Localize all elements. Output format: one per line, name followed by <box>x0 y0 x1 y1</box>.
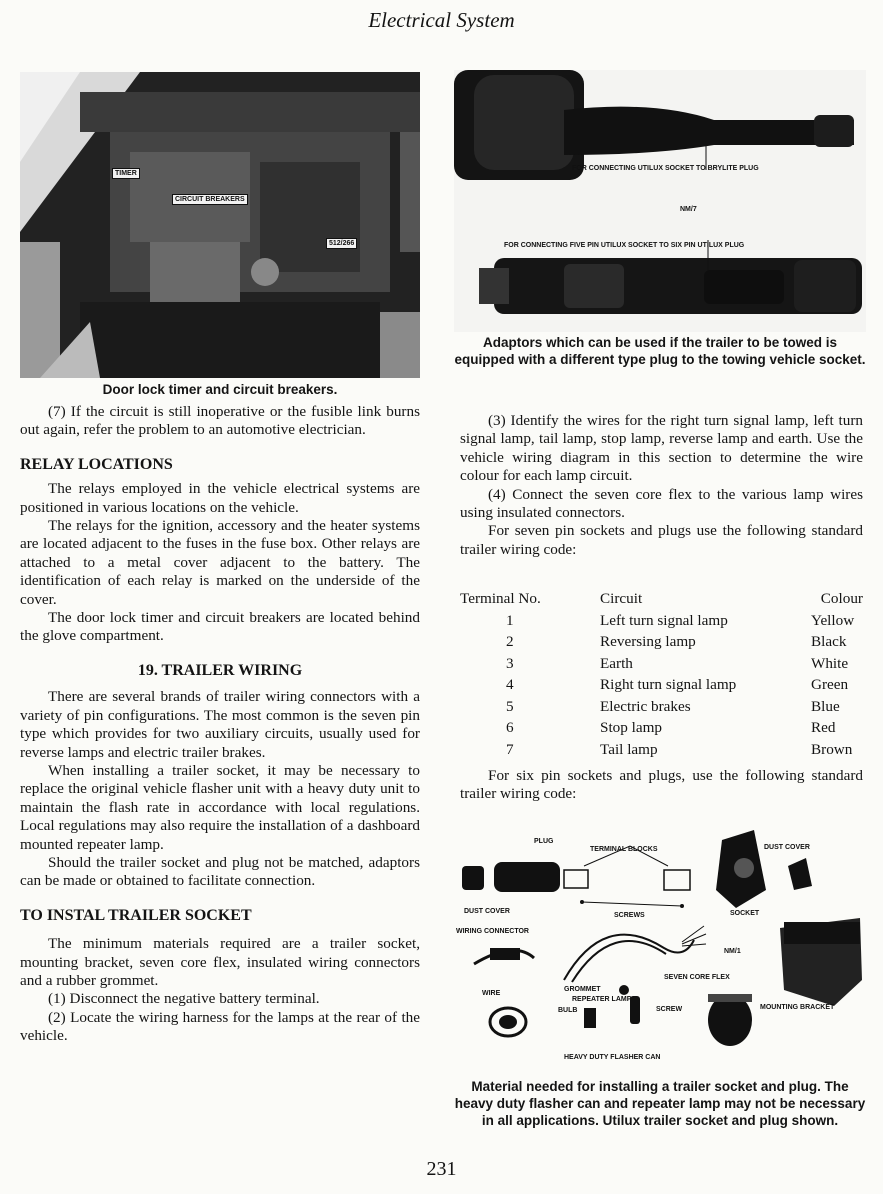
terminal-cell: 2 <box>506 633 514 650</box>
colour-cell: Brown <box>811 740 853 758</box>
wire-label: WIRE <box>482 990 501 997</box>
colour-cell: Black <box>811 633 847 650</box>
circuit-cell: Electric brakes <box>600 697 691 715</box>
socket-label: SOCKET <box>730 910 760 917</box>
grommet-label: GROMMET <box>564 986 601 993</box>
parts-caption: Material needed for installing a trailer socket and plug. The heavy duty flasher can and repeater lamp may not be necessary in all applications. Utilux trailer socket and plug shown. <box>454 1079 866 1128</box>
install-paragraph: The minimum materials required are a trailer socket, mounting bracket, seven core flex, insulated wiring connectors and a rubber grommet. <box>20 935 420 989</box>
six-pin-paragraph: For six pin sockets and plugs, use the following standard trailer wiring code: <box>460 767 863 803</box>
colour-cell: Blue <box>811 697 840 715</box>
dust-cover-top-label: DUST COVER <box>764 844 810 851</box>
adaptor-top-label: FOR CONNECTING UTILUX SOCKET TO BRYLITE PLUG <box>572 165 759 172</box>
photo1-ref-label: 512/266 <box>326 238 357 249</box>
relay-paragraph-2: The relays for the ignition, accessory and the heater systems are located adjacent to the fuses in the fuse box. Other relays are attached to a metal cover adjacent to the battery. The identification of each relay is marked on the underside of the cover. <box>20 517 420 608</box>
timer-label: TIMER <box>112 168 140 179</box>
circuit-breakers-label: CIRCUIT BREAKERS <box>172 194 248 205</box>
page-number: 231 <box>426 1158 457 1180</box>
page-header: Electrical System <box>368 8 515 32</box>
circuit-cell: Right turn signal lamp <box>600 676 737 693</box>
install-step2: (2) Locate the wiring harness for the lamps at the rear of the vehicle. <box>20 1008 420 1045</box>
terminal-cell: 4 <box>506 676 514 693</box>
terminal-blocks-label: TERMINAL BLOCKS <box>590 846 658 853</box>
dust-cover-left-label: DUST COVER <box>464 908 510 915</box>
relay-paragraph-1: The relays employed in the vehicle electrical systems are positioned in various locations on the vehicle. <box>20 480 420 516</box>
photo-door-lock-timer <box>20 72 420 378</box>
table-row <box>460 653 863 675</box>
step3-paragraph: (3) Identify the wires for the right turn signal lamp, left turn signal lamp, tail lamp, stop lamp, reverse lamp and earth. Use the vehicle wiring diagram in this section to determine the wire colour for each lamp circuit. <box>460 412 863 485</box>
terminal-cell: 5 <box>506 697 514 715</box>
parts-ref-label: NM/1 <box>724 948 741 955</box>
bulb-label: BULB <box>558 1007 578 1014</box>
wiring-connector-label: WIRING CONNECTOR <box>456 928 529 935</box>
wiring-code-table <box>460 588 863 760</box>
trailer-wiring-heading: 19. TRAILER WIRING <box>137 661 303 679</box>
plug-label: PLUG <box>534 838 554 845</box>
table-header-row <box>460 588 863 610</box>
terminal-cell: 1 <box>506 611 514 629</box>
dashboard-photo-illustration <box>20 72 420 378</box>
left-column <box>20 403 420 1046</box>
install-heading: TO INSTAL TRAILER SOCKET <box>20 906 252 924</box>
seven-core-flex-label: SEVEN CORE FLEX <box>664 974 730 981</box>
right-column <box>460 412 863 559</box>
adaptor-bottom-label: FOR CONNECTING FIVE PIN UTILUX SOCKET TO SIX PIN UTILUX PLUG <box>504 242 745 249</box>
screw-label: SCREW <box>656 1006 683 1013</box>
photo-adaptors <box>454 70 866 332</box>
circuit-cell: Reversing lamp <box>600 633 696 650</box>
trailer-paragraph-3: Should the trailer socket and plug not be matched, adaptors can be made or obtained to facilitate connection. <box>20 853 420 890</box>
flasher-can-label: HEAVY DUTY FLASHER CAN <box>564 1054 661 1061</box>
circuit-cell: Stop lamp <box>600 719 663 736</box>
relay-paragraph-3: The door lock timer and circuit breakers are located behind the glove compartment. <box>20 609 420 645</box>
table-header-terminal: Terminal No. <box>460 590 541 607</box>
paragraph-step7: (7) If the circuit is still inoperative or the fusible link burns out again, refer the problem to an automotive electrician. <box>20 403 420 439</box>
circuit-cell: Earth <box>600 654 633 672</box>
table-row <box>460 610 863 632</box>
table-header-circuit: Circuit <box>600 590 643 607</box>
table-row <box>460 696 863 718</box>
trailer-parts-drawing <box>454 830 866 1070</box>
colour-cell: White <box>811 654 849 672</box>
photo1-caption: Door lock timer and circuit breakers. <box>102 382 338 397</box>
colour-cell: Green <box>811 676 849 693</box>
table-row <box>460 739 863 761</box>
table-row <box>460 674 863 696</box>
terminal-cell: 7 <box>506 740 514 758</box>
table-row <box>460 717 863 739</box>
parts-illustration <box>454 830 866 1070</box>
install-step1: (1) Disconnect the negative battery terminal. <box>48 990 320 1008</box>
trailer-paragraph-2: When installing a trailer socket, it may be necessary to replace the original vehicle flasher unit with a heavy duty unit to maintain the flash rate in accordance with local regulations. Local regulations may also require the installation of a dashboard mounted repeater lamp. <box>20 761 420 853</box>
colour-cell: Red <box>811 719 836 736</box>
relay-locations-heading: RELAY LOCATIONS <box>20 455 173 473</box>
colour-cell: Yellow <box>811 611 855 629</box>
table-row <box>460 631 863 653</box>
terminal-cell: 3 <box>506 654 514 672</box>
adaptors-illustration <box>454 70 866 332</box>
step4-paragraph: (4) Connect the seven core flex to the various lamp wires using insulated connectors. <box>460 485 863 522</box>
adaptor-ref-label: NM/7 <box>680 206 697 213</box>
seven-pin-paragraph: For seven pin sockets and plugs use the following standard trailer wiring code: <box>460 522 863 558</box>
circuit-cell: Left turn signal lamp <box>600 611 728 629</box>
screws-label: SCREWS <box>614 912 645 919</box>
photo2-caption: Adaptors which can be used if the trailer to be towed is equipped with a different type plug to the towing vehicle socket. <box>454 335 866 367</box>
mounting-bracket-label: MOUNTING BRACKET <box>760 1004 835 1011</box>
repeater-lamp-label: REPEATER LAMP <box>572 996 632 1003</box>
terminal-cell: 6 <box>506 719 514 736</box>
table-header-colour: Colour <box>820 590 863 607</box>
trailer-paragraph-1: There are several brands of trailer wiring connectors with a variety of pin configurations. The most common is the seven pin type which provides for two auxiliary circuits, usually used for reverse lamps and electric trailer brakes. <box>20 688 420 761</box>
six-pin-block <box>460 767 863 804</box>
circuit-cell: Tail lamp <box>600 740 658 758</box>
